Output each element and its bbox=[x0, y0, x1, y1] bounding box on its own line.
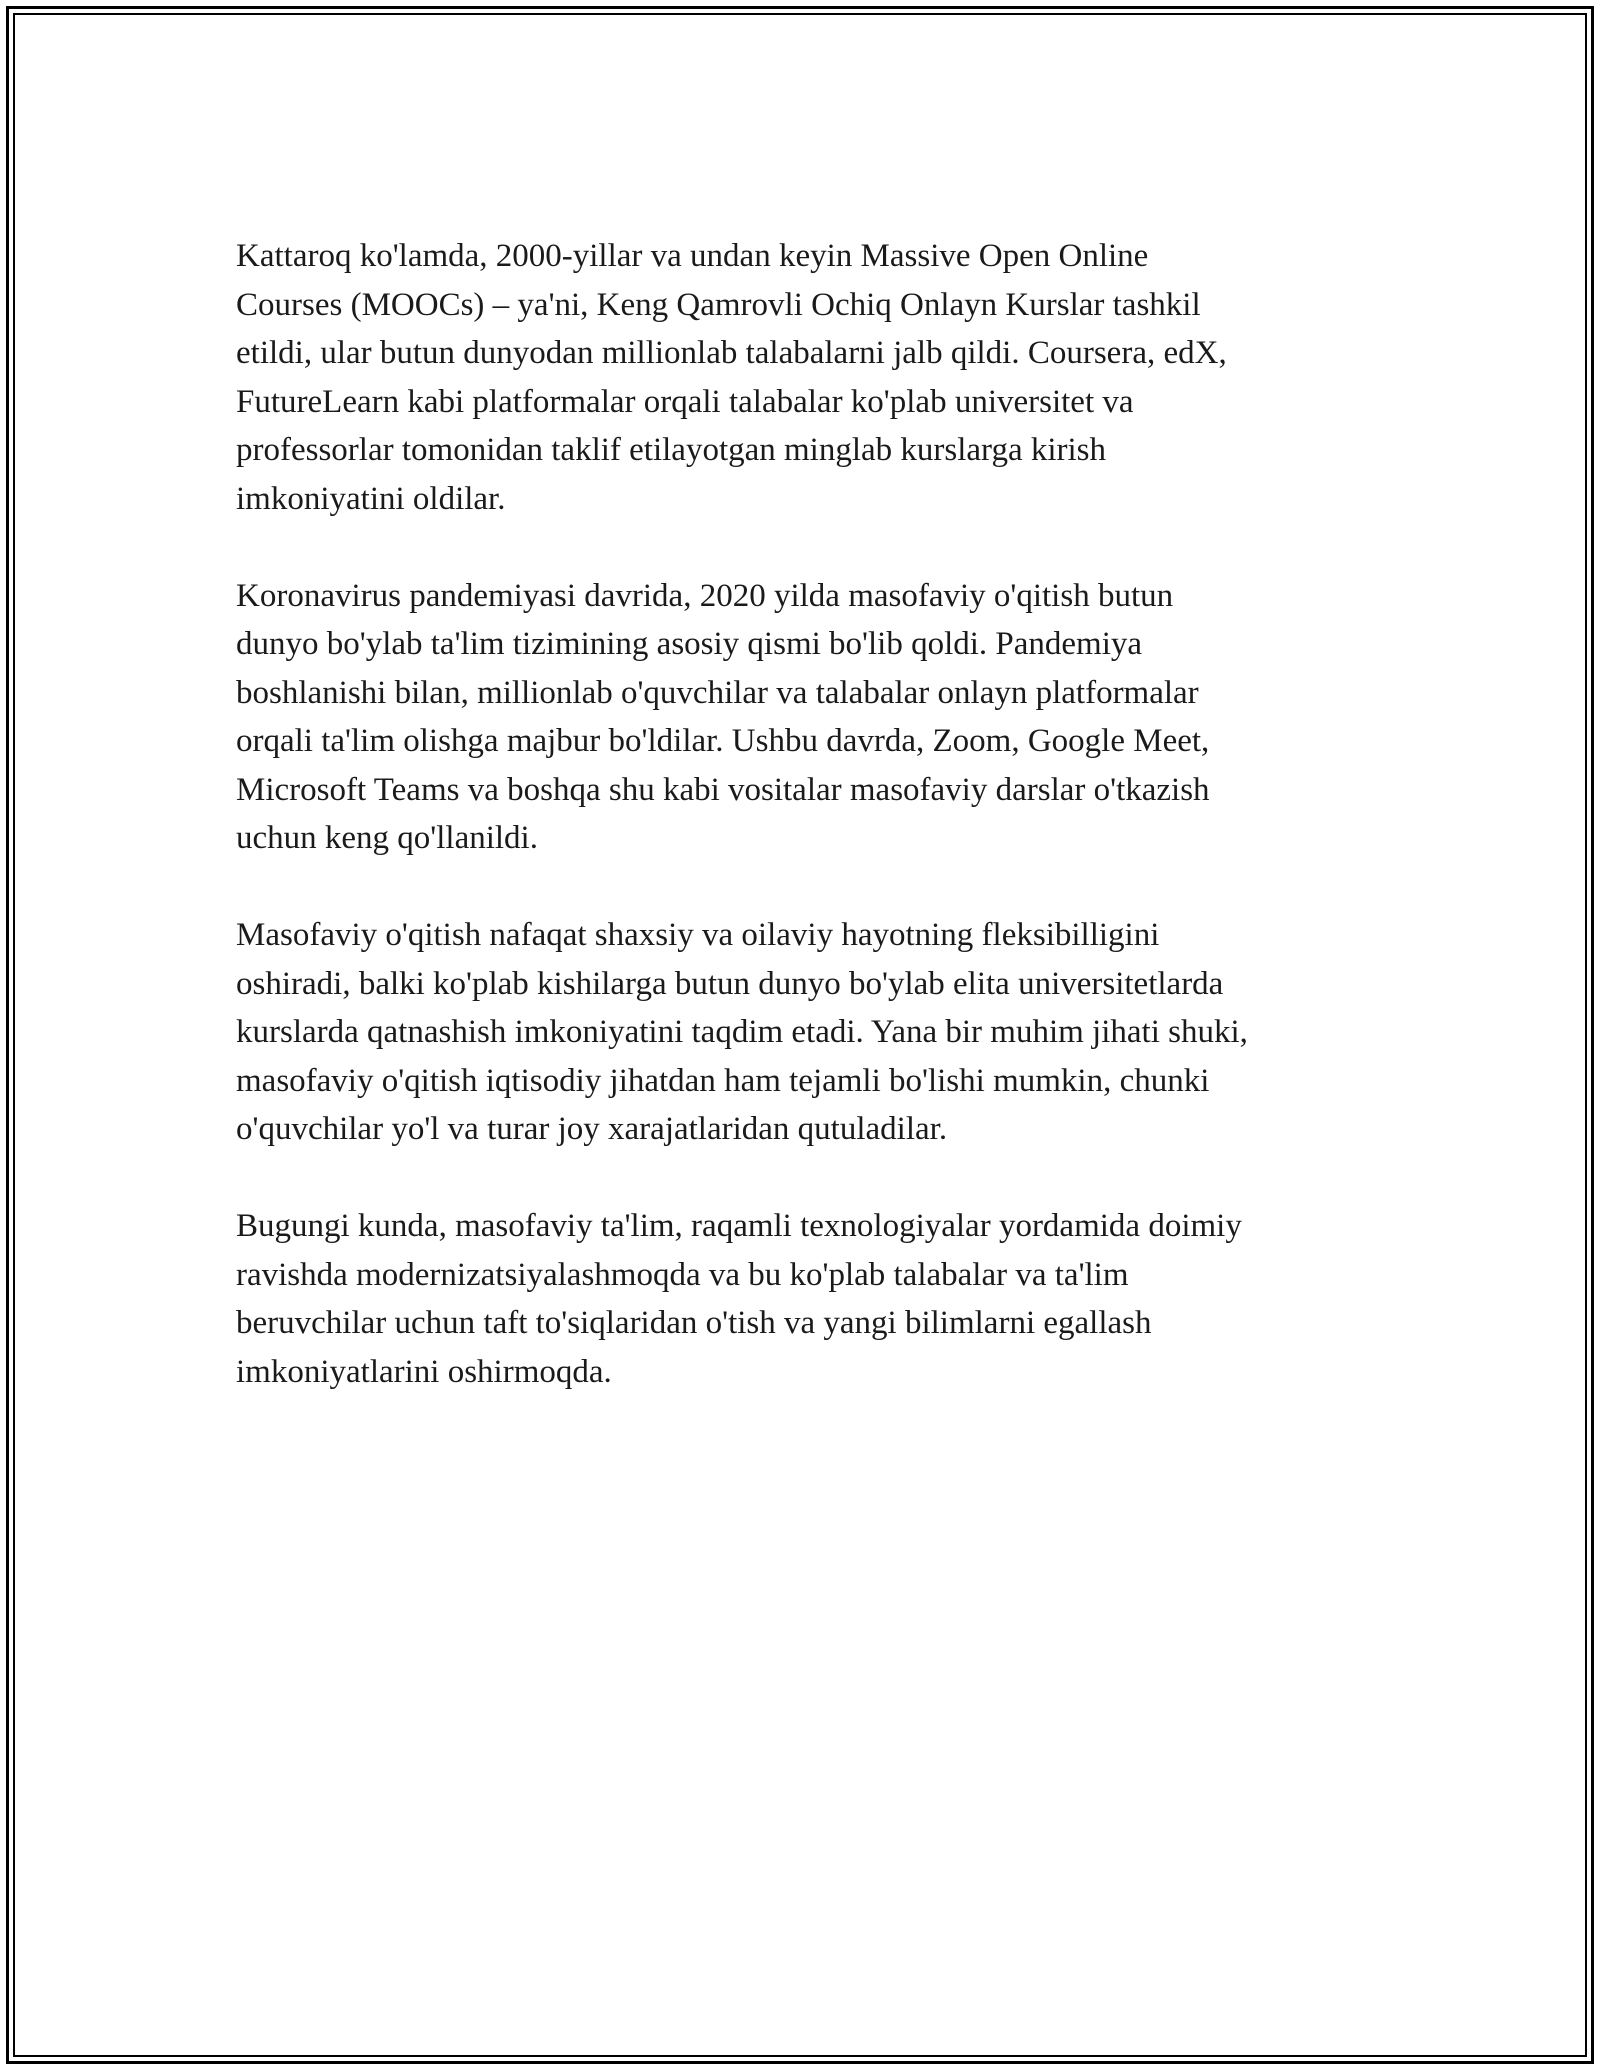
text-line: ravishda modernizatsiyalashmoqda va bu ko'plab talabalar va ta'lim bbox=[236, 1256, 1129, 1293]
text-line: Bugungi kunda, masofaviy ta'lim, raqamli texnologiyalar yordamida doimiy bbox=[236, 1208, 1242, 1244]
text-line: oshiradi, balki ko'plab kishilarga butun dunyo bo'ylab elita universitetlarda bbox=[236, 965, 1224, 1002]
paragraph-pandemic bbox=[236, 572, 1366, 863]
text-line: masofaviy o'qitish iqtisodiy jihatdan ham tejamli bo'lishi mumkin, chunki bbox=[236, 1062, 1210, 1099]
text-line: imkoniyatini oldilar. bbox=[236, 480, 506, 517]
document-body bbox=[236, 232, 1366, 1445]
paragraph-benefits bbox=[236, 911, 1366, 1154]
text-line: etildi, ular butun dunyodan millionlab talabalarni jalb qildi. Coursera, edX, bbox=[236, 335, 1227, 371]
text-line: o'quvchilar yo'l va turar joy xarajatlaridan qutuladilar. bbox=[236, 1111, 948, 1147]
text-line: orqali ta'lim olishga majbur bo'ldilar. Ushbu davrda, Zoom, Google Meet, bbox=[236, 723, 1210, 759]
text-line: Masofaviy o'qitish nafaqat shaxsiy va oilaviy hayotning fleksibilligini bbox=[236, 917, 1160, 953]
text-line: Kattaroq ko'lamda, 2000-yillar va undan keyin Massive Open Online bbox=[236, 238, 1149, 274]
paragraph-today bbox=[236, 1202, 1366, 1396]
text-line: FutureLearn kabi platformalar orqali talabalar ko'plab universitet va bbox=[236, 383, 1134, 420]
text-line: beruvchilar uchun taft to'siqlaridan o'tish va yangi bilimlarni egallash bbox=[236, 1305, 1152, 1341]
text-line: Microsoft Teams va boshqa shu kabi vositalar masofaviy darslar o'tkazish bbox=[236, 771, 1210, 808]
text-line: uchun keng qo'llanildi. bbox=[236, 820, 538, 856]
text-line: Courses (MOOCs) – ya'ni, Keng Qamrovli Ochiq Onlayn Kurslar tashkil bbox=[236, 286, 1201, 323]
text-line: boshlanishi bilan, millionlab o'quvchilar va talabalar onlayn platformalar bbox=[236, 674, 1199, 711]
text-line: Koronavirus pandemiyasi davrida, 2020 yilda masofaviy o'qitish butun bbox=[236, 577, 1174, 614]
text-line: professorlar tomonidan taklif etilayotgan minglab kurslarga kirish bbox=[236, 432, 1107, 468]
text-line: imkoniyatlarini oshirmoqda. bbox=[236, 1353, 612, 1390]
paragraph-mooc bbox=[236, 232, 1366, 523]
text-line: kurslarda qatnashish imkoniyatini taqdim etadi. Yana bir muhim jihati shuki, bbox=[236, 1014, 1248, 1050]
text-line: dunyo bo'ylab ta'lim tizimining asosiy qismi bo'lib qoldi. Pandemiya bbox=[236, 626, 1143, 662]
